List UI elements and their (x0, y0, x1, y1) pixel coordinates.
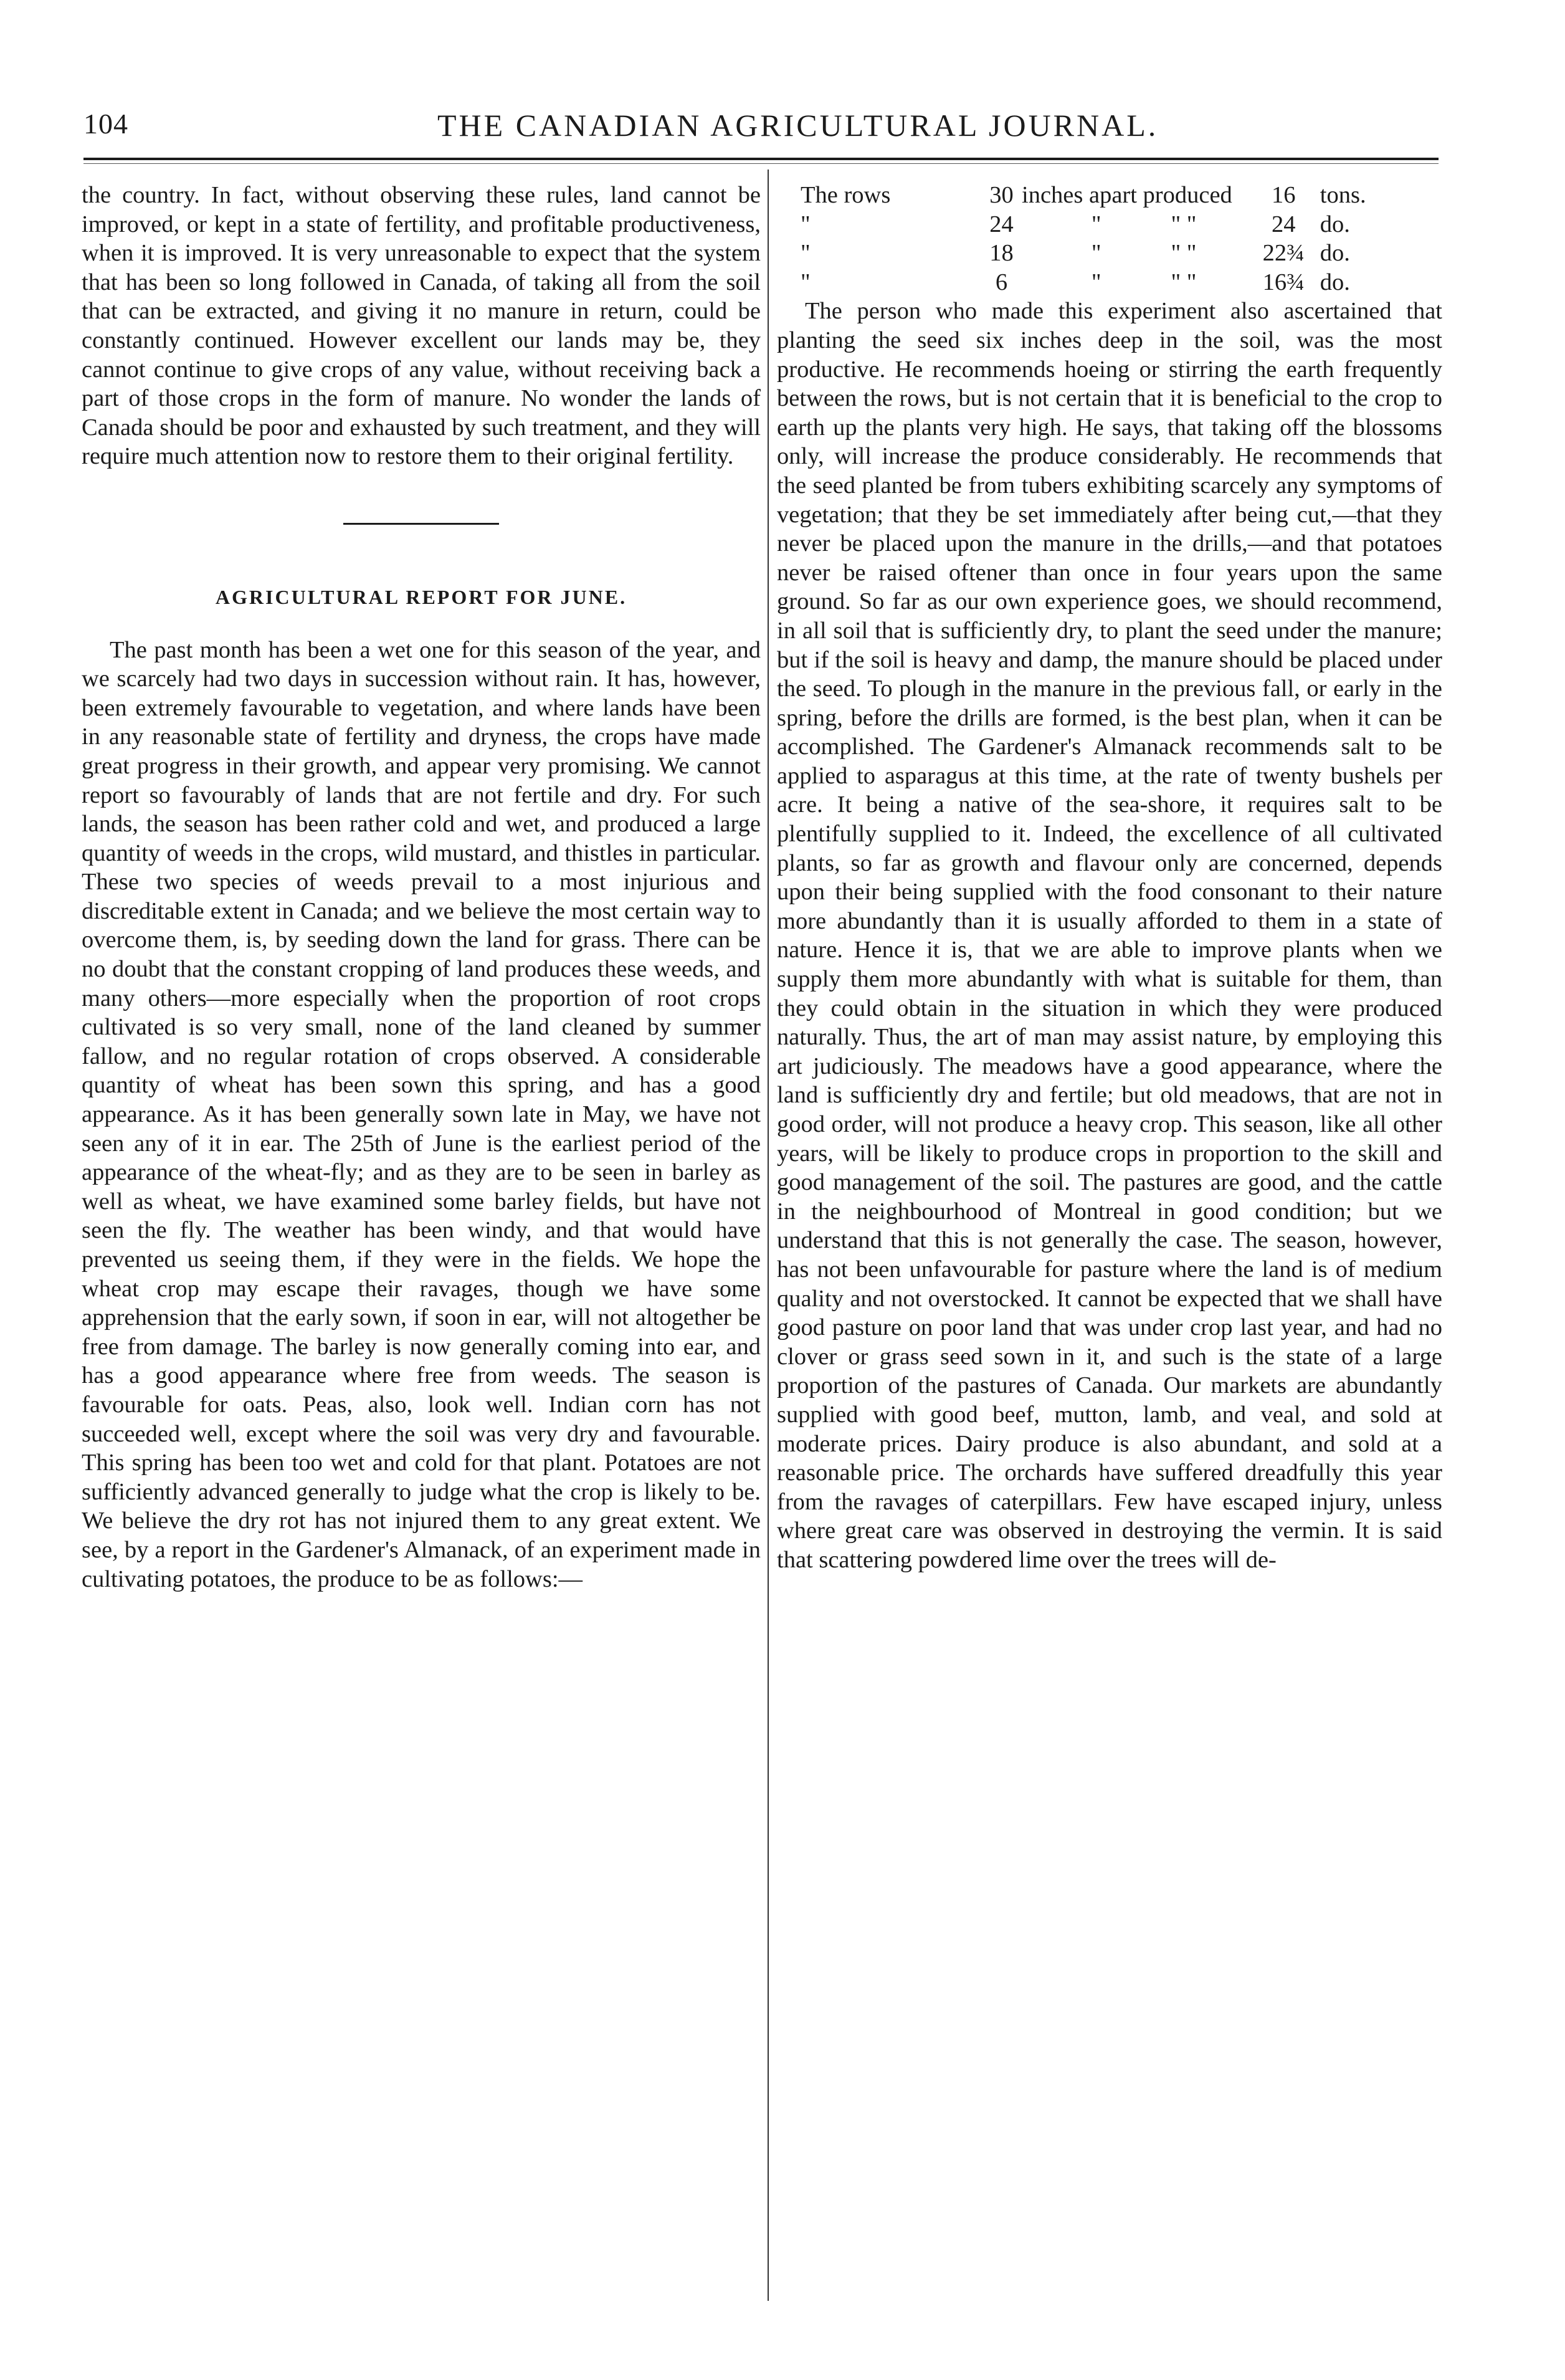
left-column (82, 181, 761, 1594)
row-amount: 24 (1272, 211, 1296, 237)
right-column (777, 181, 1442, 1575)
section-heading: AGRICULTURAL REPORT FOR JUNE. (215, 585, 627, 608)
row-lead: " (801, 211, 811, 237)
row-unit: tons. (1320, 182, 1366, 208)
intro-paragraph: the country. In fact, without observing these rules, land cannot be improved, or kept in a state of fertility, and profitable productiveness, when it is improved. It is very unreasonable to expect that the system that has been so long followed in Canada, of taking all from the soil that can be extracted, and giving it no manure in return, could be constantly continued. However excellent our lands may be, they cannot continue to give crops of any value, without receiving back a part of those crops in the form of manure. No wonder the lands of Canada should be poor and exhausted by such treatment, and they will require much attention now to restore them to their original fertility. (82, 182, 761, 470)
row-ditto: " (1091, 240, 1101, 267)
row-unit: do. (1320, 211, 1350, 237)
page-number: 104 (83, 108, 128, 140)
header-rule (83, 158, 1439, 160)
potato-yield-table (801, 181, 1366, 297)
continuation-paragraph: The person who made this experiment also ascertained that planting the seed six inches deep in the soil, was the most productive. He recommends hoeing or stirring the earth frequently between the rows, but is not certain that it is beneficial to the crop to earth up the plants very high. He says, that taking off the blossoms only, will increase the produce considerably. He recommends that the seed planted be from tubers exhibiting scarcely any symptoms of vegetation; that they be set immediately after being cut,—that they never be placed upon the manure in the drills,—and that potatoes never be raised oftener than once in four years upon the same ground. So far as our own experience goes, we should recommend, in all soil that is sufficiently dry, to plant the seed under the manure; but if the soil is heavy and damp, the manure should be placed under the seed. To plough in the manure in the previous fall, or early in the spring, before the drills are formed, is the best plan, when it can be accomplished. The Gardener's Almanack recommends salt to be applied to asparagus at this time, at the rate of twenty bushels per acre. It being a native of the sea-shore, it requires salt to be plentifully supplied to it. Indeed, the excellence of all cultivated plants, so far as growth and flavour only are concerned, depends upon their being supplied with the food consonant to their nature more abundantly than it is usually afforded to them in a state of nature. Hence it is, that we are able to improve plants when we supply them more abundantly with what is suitable for them, than they could obtain in the situation in which they were produced naturally. Thus, the art of man may assist nature, by employing this art judiciously. The meadows have a good appearance, where the land is sufficiently dry and fertile; but old meadows, that are not in good order, will not produce a heavy crop. This season, like all other years, will be likely to produce crops in proportion to the skill and good management of the soil. The pastures are good, and the cattle in the neighbourhood of Montreal in good condition; but we understand that this is not generally the case. The season, however, has not been unfavourable for pasture where the land is of medium quality and not overstocked. It cannot be expected that we shall have good pasture on poor land that was under crop last year, and had no clover or grass seed sown in it, and such is the state of a large proportion of the pastures of Canada. Our markets are abundantly supplied with good beef, mutton, lamb, and veal, and sold at moderate prices. Dairy produce is also abundant, and sold at a reasonable price. The orchards have suffered dreadfully this year from the ravages of caterpillars. Few have escaped injury, unless where great care was observed in destroying the vermin. It is said that scattering powdered lime over the trees will de- (777, 298, 1442, 1573)
row-ditto: " (1091, 211, 1101, 237)
row-amount: 16¾ (1262, 269, 1305, 295)
page-header (83, 107, 1439, 151)
column-divider (768, 170, 769, 2301)
row-ditto: " (1091, 269, 1101, 295)
row-inches: 6 (995, 269, 1008, 295)
section-divider (343, 523, 499, 525)
table-row (801, 181, 1366, 210)
row-inches: 18 (989, 240, 1014, 267)
table-row (801, 268, 1366, 297)
row-phrase: inches apart produced (1022, 182, 1232, 208)
row-lead: " (801, 269, 811, 295)
table-row (801, 239, 1366, 268)
header-rule-thin (83, 163, 1439, 164)
row-amount: 22¾ (1262, 240, 1305, 267)
row-unit: do. (1320, 269, 1350, 295)
row-lead: The rows (801, 182, 891, 208)
row-lead: " (801, 240, 811, 267)
row-amount: 16 (1272, 182, 1296, 208)
row-phrase: " " (1171, 240, 1197, 267)
table-row (801, 210, 1366, 239)
running-title: THE CANADIAN AGRICULTURAL JOURNAL. (437, 108, 1159, 143)
row-inches: 24 (989, 211, 1014, 237)
row-unit: do. (1320, 240, 1350, 267)
row-inches: 30 (989, 182, 1014, 208)
row-phrase: " " (1171, 211, 1197, 237)
report-paragraph: The past month has been a wet one for this season of the year, and we scarcely had two days in succession without rain. It has, however, been extremely favourable to vegetation, and where lands have been in any reasonable state of fertility and dryness, the crops have made great progress in their growth, and appear very promising. We cannot report so favourably of lands that are not fertile and dry. For such lands, the season has been rather cold and wet, and produced a large quantity of weeds in the crops, wild mustard, and thistles in particular. These two species of weeds prevail to a most injurious and discreditable extent in Canada; and we believe the most certain way to overcome them, is, by seeding down the land for grass. There can be no doubt that the constant cropping of land produces these weeds, and many others—more especially when the proportion of root crops cultivated is so very small, none of the land cleaned by summer fallow, and no regular rotation of crops observed. A considerable quantity of wheat has been sown this spring, and has a good appearance. As it has been generally sown late in May, we have not seen any of it in ear. The 25th of June is the earliest period of the appearance of the wheat-fly; and as they are to be seen in barley as well as wheat, we have examined some barley fields, but have not seen the fly. The weather has been windy, and that would have prevented us seeing them, if they were in the fields. We hope the wheat crop may escape their ravages, though we have some apprehension that the early sown, if soon in ear, will not altogether be free from damage. The barley is now generally coming into ear, and has a good appearance where free from weeds. The season is favourable for oats. Peas, also, look well. Indian corn has not succeeded well, except where the soil was very dry and favourable. This spring has been too wet and cold for that plant. Potatoes are not sufficiently advanced generally to judge what the crop is likely to be. We believe the dry rot has not injured them to any great extent. We see, by a report in the Gardener's Almanack, of an experiment made in cultivating potatoes, the produce to be as follows:— (82, 636, 761, 1592)
row-phrase: " " (1171, 269, 1197, 295)
